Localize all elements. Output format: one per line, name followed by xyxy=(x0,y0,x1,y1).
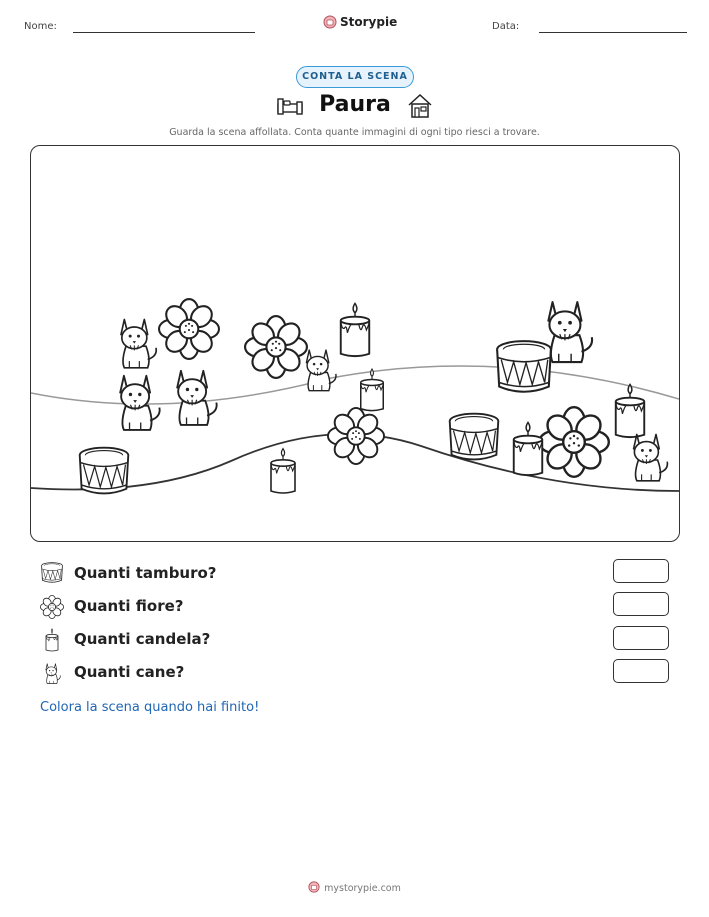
page-title: Paura xyxy=(319,92,391,117)
bed-icon xyxy=(276,94,304,118)
flower-icon xyxy=(328,408,384,464)
brand-logo xyxy=(323,13,397,31)
flower-icon xyxy=(539,407,609,477)
drum-icon xyxy=(40,561,64,585)
drum-icon xyxy=(80,448,129,494)
dog-icon xyxy=(120,376,159,430)
dog-icon xyxy=(121,320,156,368)
storypie-logo-icon xyxy=(323,15,337,29)
flower-icon xyxy=(159,299,219,359)
house-icon xyxy=(406,92,434,120)
section-badge: CONTA LA SCENA xyxy=(296,66,414,88)
date-line[interactable] xyxy=(539,32,687,33)
flower-icon xyxy=(40,595,64,619)
dog-icon xyxy=(177,371,216,425)
answer-box-candle[interactable] xyxy=(613,626,669,650)
flower-icon xyxy=(245,316,307,378)
date-label: Data: xyxy=(492,21,520,32)
name-line[interactable] xyxy=(73,32,255,33)
dog-icon xyxy=(548,302,592,362)
candle-icon xyxy=(514,422,543,475)
answer-box-dog[interactable] xyxy=(613,659,669,683)
candle-icon xyxy=(616,384,645,437)
instructions-subtitle: Guarda la scena affollata. Conta quante immagini di ogni tipo riesci a trovare. xyxy=(169,127,540,138)
dog-icon xyxy=(40,661,64,685)
answer-box-flower[interactable] xyxy=(613,592,669,616)
answer-box-drum[interactable] xyxy=(613,559,669,583)
candle-icon xyxy=(40,628,64,652)
question-text: Quanti tamburo? xyxy=(74,564,217,582)
candle-icon xyxy=(271,449,295,493)
drum-icon xyxy=(450,414,499,460)
storypie-logo-icon xyxy=(308,881,320,893)
coloring-instruction: Colora la scena quando hai finito! xyxy=(40,700,260,715)
name-label: Nome: xyxy=(24,21,57,32)
footer xyxy=(0,881,709,894)
drum-icon xyxy=(497,341,551,392)
question-text: Quanti fiore? xyxy=(74,597,184,615)
footer-url[interactable]: mystorypie.com xyxy=(324,883,401,894)
question-text: Quanti cane? xyxy=(74,663,185,681)
counting-scene[interactable] xyxy=(30,145,680,542)
candle-icon xyxy=(341,303,370,356)
question-text: Quanti candela? xyxy=(74,630,211,648)
scene-illustration xyxy=(31,146,679,541)
dog-icon xyxy=(306,350,336,391)
dog-icon xyxy=(634,434,668,480)
candle-icon xyxy=(361,369,384,411)
brand-name: Storypie xyxy=(340,15,398,29)
